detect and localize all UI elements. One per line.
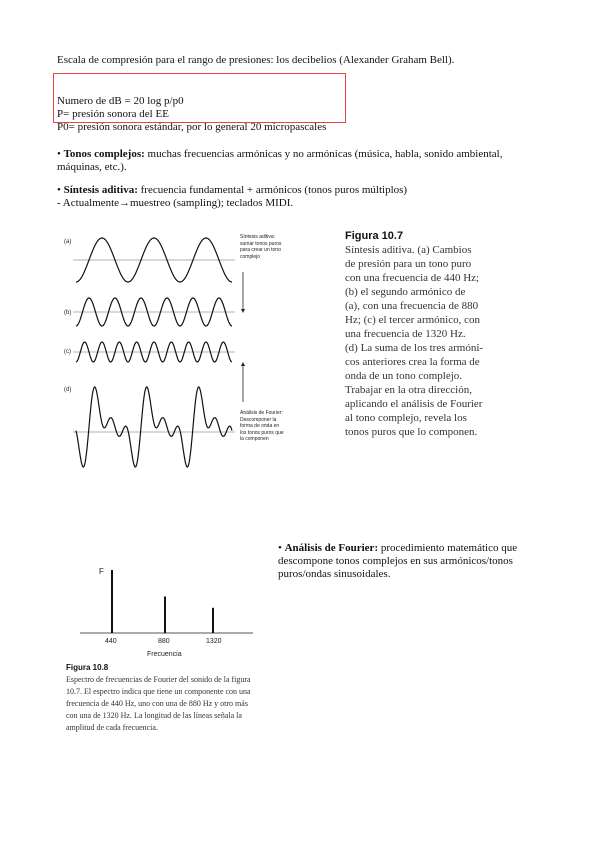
caption-line: amplitud de cada frecuencia.: [66, 723, 158, 732]
definition: muchas frecuencias armónicas y no armónicas (música, habla, sonido ambiental,: [144, 148, 503, 160]
bullet: •: [57, 184, 61, 196]
caption-line: Hz; (c) el tercer armónico, con: [345, 314, 480, 326]
term: Tonos complejos:: [63, 148, 145, 160]
bullet: •: [278, 542, 282, 554]
figure-10-8-caption: [66, 662, 251, 734]
caption-line: (d) La suma de los tres armóni-: [345, 342, 484, 354]
figure-title: Figura 10.8: [66, 663, 109, 672]
figure-10-8-spectrum: [80, 567, 253, 658]
caption-line: 10.7. El espectro indica que tiene un componente con una: [66, 687, 251, 696]
actualmente-line: - Actualmente→muestreo (sampling); teclados MIDI.: [57, 197, 294, 209]
note-line: los tonos puros que: [240, 429, 284, 436]
arrow-up-head: [241, 362, 245, 366]
caption-line: aplicando el análisis de Fourier: [345, 398, 483, 410]
caption-line: tonos puros que lo componen.: [345, 426, 478, 438]
caption-line: Espectro de frecuencias de Fourier del sonido de la figura: [66, 675, 251, 684]
y-axis-label: F: [99, 567, 104, 576]
caption-line: con una de 1320 Hz. La longitud de las líneas señala la: [66, 711, 242, 720]
label-b: (b): [64, 310, 72, 316]
note-line: Descomponer la: [240, 416, 277, 423]
tick-label-880: 880: [158, 638, 170, 645]
note-line: para crear un tono: [240, 247, 281, 253]
caption-line: (b) el segundo armónico de: [345, 286, 466, 298]
caption-line: de presión para un tono puro: [345, 258, 472, 270]
p0-definition: P0= presión sonora estándar, por lo general 20 micropascales: [57, 121, 327, 133]
caption-line: con una frecuencia de 440 Hz;: [345, 272, 480, 284]
caption-line: Síntesis aditiva. (a) Cambios: [345, 244, 472, 256]
note-line: Análisis de Fourier:: [240, 410, 283, 416]
caption-line: cos anteriores crea la forma de: [345, 356, 480, 368]
fourier-bullet: [278, 542, 517, 555]
definition: frecuencia fundamental + armónicos (tonos puros múltiplos): [137, 184, 408, 196]
tick-label-1320: 1320: [206, 638, 222, 645]
bullet: •: [57, 148, 61, 160]
caption-line: Trabajar en la otra dirección,: [345, 384, 472, 396]
fourier-continuation: puros/ondas sinusoidales.: [278, 568, 391, 580]
arrow-down-head: [241, 309, 245, 313]
note-line: la componen: [240, 436, 269, 442]
label-a: (a): [64, 239, 72, 245]
note-line: Síntesis aditiva:: [240, 234, 276, 240]
label-d: (d): [64, 387, 72, 393]
x-axis-label: Frecuencia: [147, 651, 182, 658]
intro-line: Escala de compresión para el rango de presiones: los decibelios (Alexander Graham Bell).: [57, 54, 455, 66]
term: Síntesis aditiva:: [63, 184, 138, 196]
formula: Numero de dB = 20 log p/p0: [57, 95, 184, 107]
note-sintesis: [240, 234, 281, 260]
caption-line: onda de un tono complejo.: [345, 370, 463, 382]
fourier-continuation: descompone tonos complejos en sus armónicos/tonos: [278, 555, 513, 567]
tonos-continuation: máquinas, etc.).: [57, 161, 127, 173]
waveform-d: [76, 387, 232, 467]
tick-label-440: 440: [105, 638, 117, 645]
caption-line: frecuencia de 440 Hz, uno con una de 880 Hz y otro más: [66, 699, 248, 708]
label-c: (c): [64, 349, 71, 355]
note-line: sumar tonos puros: [240, 240, 282, 247]
term: Análisis de Fourier:: [284, 542, 379, 554]
caption-line: al tono complejo, revela los: [345, 412, 467, 424]
figure-title: Figura 10.7: [345, 230, 404, 242]
caption-line: (a), con una frecuencia de 880: [345, 300, 479, 312]
p-definition: P= presión sonora del EE: [57, 108, 169, 120]
note-line: forma de onda en: [240, 423, 280, 429]
definition: procedimiento matemático que: [378, 542, 518, 554]
note-line: complejo: [240, 253, 261, 260]
figure-10-7-caption: [345, 229, 483, 439]
note-fourier: [240, 410, 284, 443]
caption-line: una frecuencia de 1320 Hz.: [345, 328, 466, 340]
